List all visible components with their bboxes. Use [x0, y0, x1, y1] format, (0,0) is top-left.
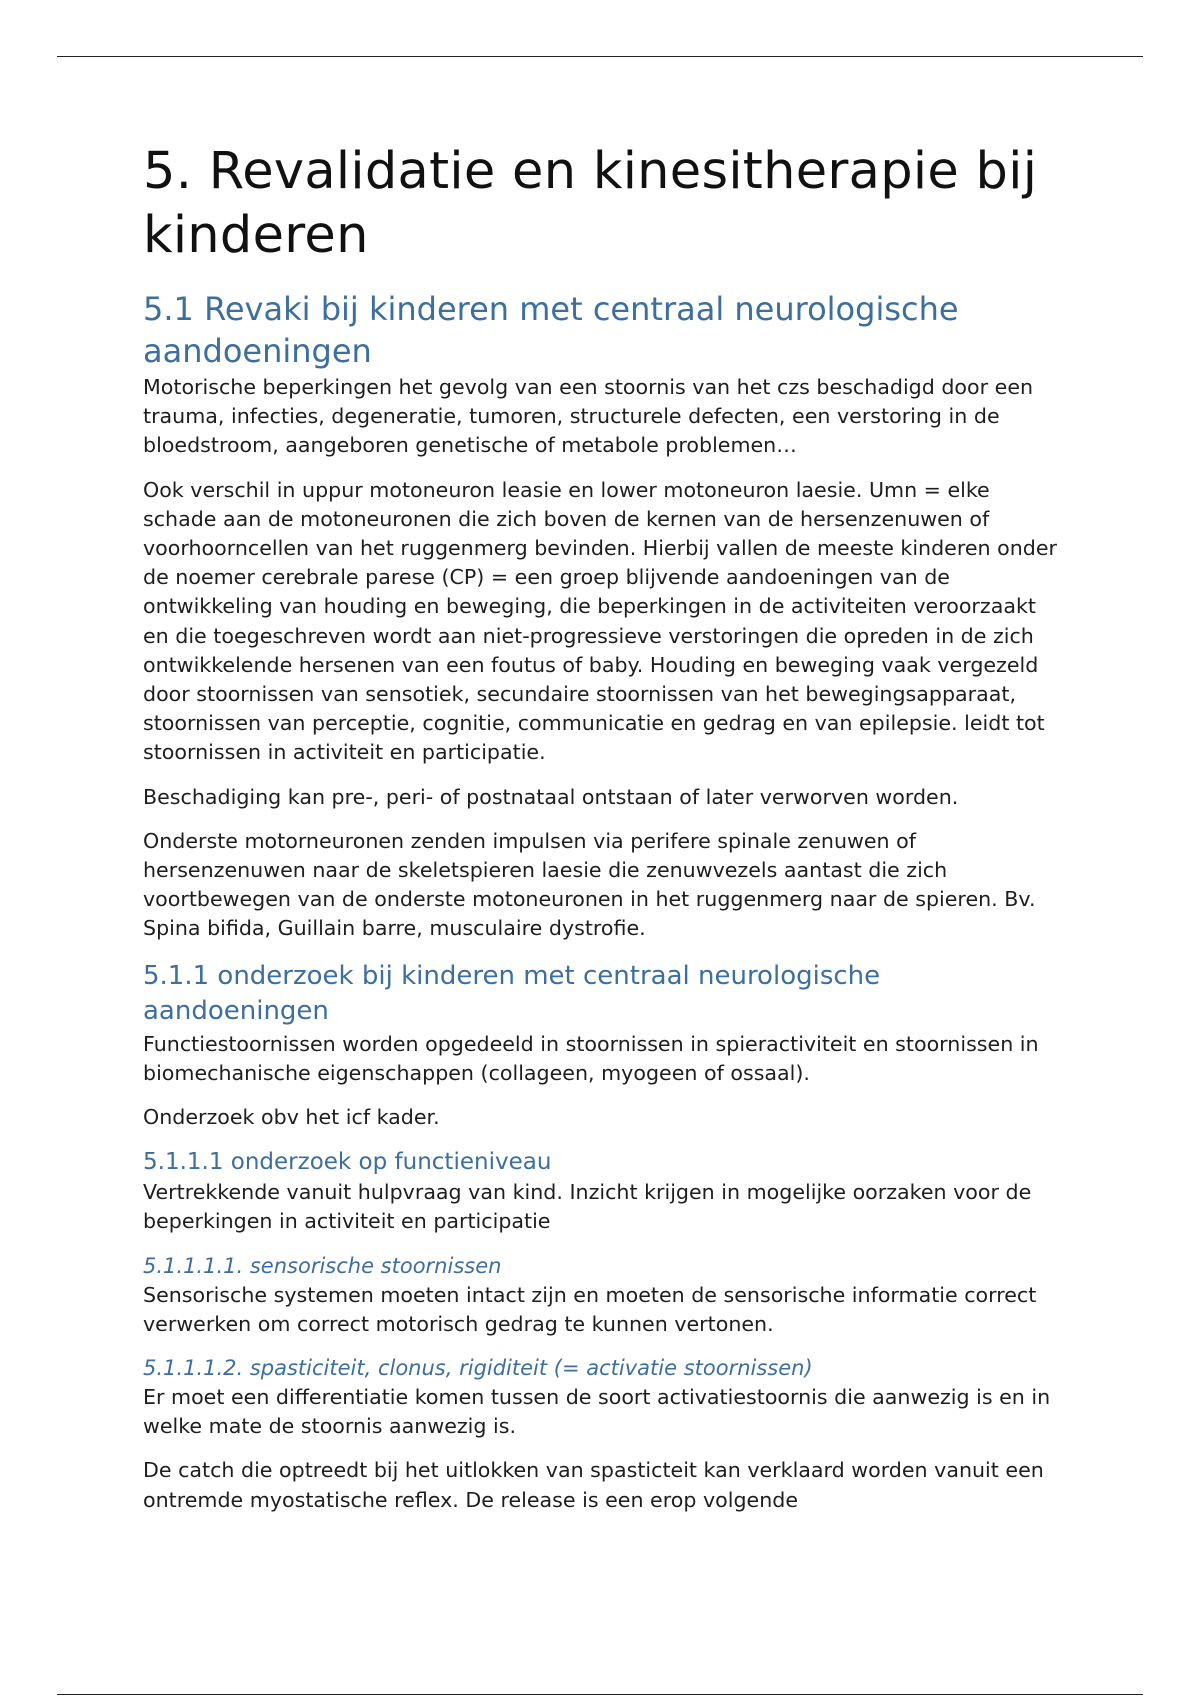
section-heading-5-1-1-1: 5.1.1.1 onderzoek op functieniveau: [143, 1149, 552, 1176]
page-title: 5. Revalidatie en kinesitherapie bij kinderen: [143, 142, 1038, 265]
document-body: [143, 140, 1063, 1530]
section-heading-5-1-1: 5.1.1 onderzoek bij kinderen met centraal neurologische aandoeningen: [143, 960, 881, 1026]
paragraph: Motorische beperkingen het gevolg van een stoornis van het czs beschadigd door een trauma, infecties, degeneratie, tumoren, structurele defecten, een verstoring in de bloedstroom, aangeboren genetische of metabole problemen…: [143, 375, 1034, 458]
footer-rule: [57, 1694, 1143, 1695]
section-heading-5-1-1-1-1: 5.1.1.1.1. sensorische stoornissen: [143, 1253, 502, 1278]
paragraph: Functiestoornissen worden opgedeeld in stoornissen in spieractiviteit en stoornissen in biomechanische eigenschappen (collageen, myogeen of ossaal).: [143, 1031, 1039, 1085]
paragraph: Beschadiging kan pre-, peri- of postnataal ontstaan of later verworven worden.: [143, 784, 959, 809]
paragraph: Sensorische systemen moeten intact zijn en moeten de sensorische informatie correct verwerken om correct motorisch gedrag te kunnen vertonen.: [143, 1282, 1037, 1336]
section-heading-5-1: 5.1 Revaki bij kinderen met centraal neurologische aandoeningen: [143, 290, 959, 370]
paragraph: Er moet een differentiatie komen tussen de soort activatiestoornis die aanwezig is en in welke mate de stoornis aanwezig is.: [143, 1385, 1051, 1439]
header-rule: [57, 56, 1143, 57]
paragraph: Ook verschil in uppur motoneuron leasie en lower motoneuron laesie. Umn = elke schade aan de motoneuronen die zich boven de kernen van de hersenzenuwen of voorhoorncellen van het ruggenmerg bevinden. Hierbij vallen de meeste kinderen onder de noemer cerebrale parese (CP) = een groep blijvende aandoeningen van de ontwikkeling van houding en beweging, die beperkingen in de activiteiten veroorzaakt en die toegeschreven wordt aan niet-progressieve verstoringen die opreden in de zich ontwikkelende hersenen van een foutus of baby. Houding en beweging vaak vergezeld door stoornissen van sensotiek, secundaire stoornissen van het bewegingsapparaat, stoornissen van perceptie, cognitie, communicatie en gedrag en van epilepsie. leidt tot stoornissen in activiteit en participatie.: [143, 477, 1057, 765]
section-heading-5-1-1-1-2: 5.1.1.1.2. spasticiteit, clonus, rigiditeit (= activatie stoornissen): [143, 1356, 813, 1381]
paragraph: Vertrekkende vanuit hulpvraag van kind. Inzicht krijgen in mogelijke oorzaken voor de beperkingen in activiteit en participatie: [143, 1180, 1032, 1234]
paragraph: Onderste motorneuronen zenden impulsen via perifere spinale zenuwen of hersenzenuwen naar de skeletspieren laesie die zenuwvezels aantast die zich voortbewegen van de onderste motoneuronen in het ruggenmerg naar de spieren. Bv. Spina bifida, Guillain barre, musculaire dystrofie.: [143, 828, 1036, 941]
paragraph: Onderzoek obv het icf kader.: [143, 1105, 440, 1130]
paragraph: De catch die optreedt bij het uitlokken van spasticteit kan verklaard worden vanuit een ontremde myostatische reflex. De release is een erop volgende: [143, 1458, 1044, 1512]
